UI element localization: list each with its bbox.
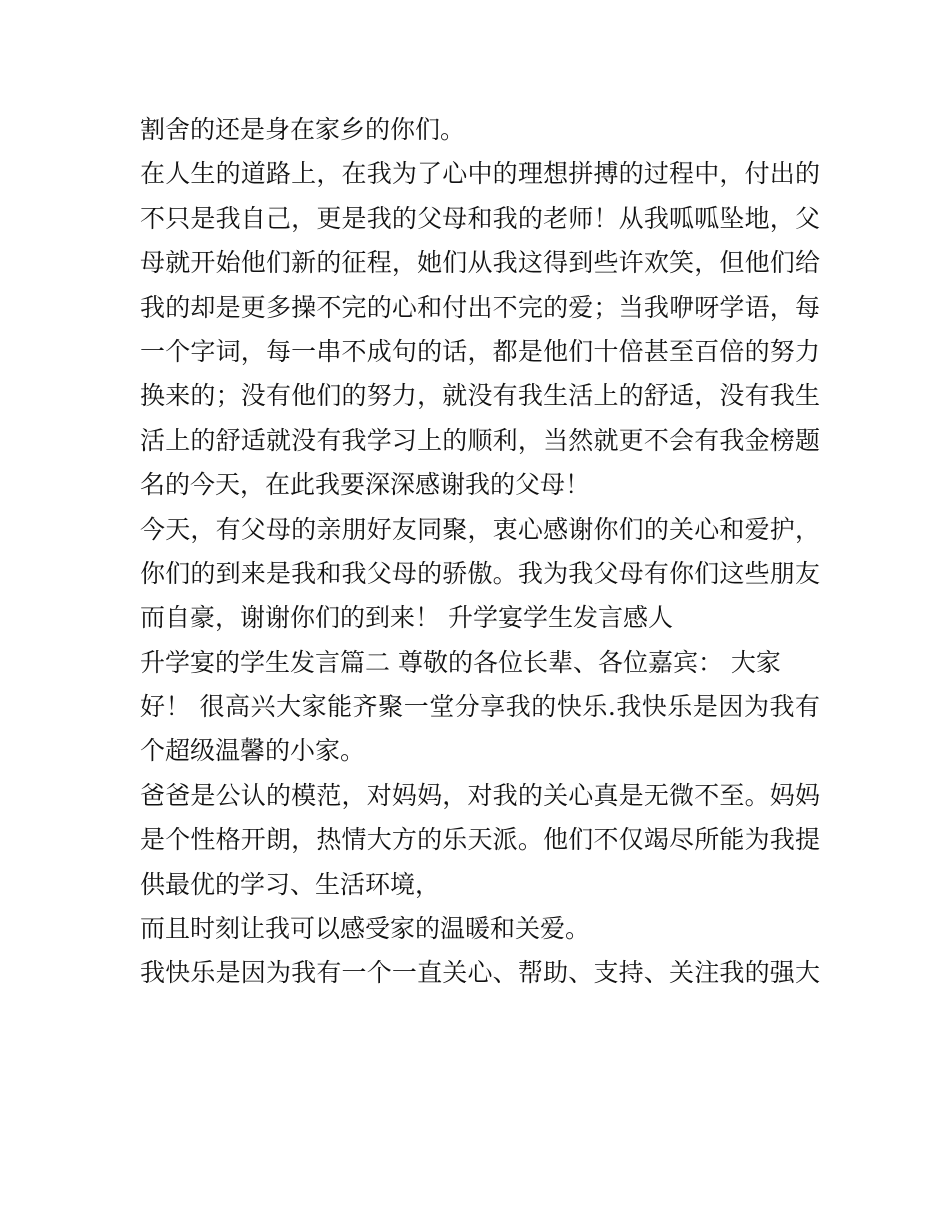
text-line: 一个字词，每一串不成句的话，都是他们十倍甚至百倍的努力 bbox=[140, 336, 820, 366]
text-line: 爸爸是公认的模范，对妈妈，对我的关心真是无微不至。妈妈 bbox=[140, 780, 820, 810]
text-line: 母就开始他们新的征程，她们从我这得到些许欢笑，但他们给 bbox=[140, 248, 820, 278]
text-line: 好！ 很高兴大家能齐聚一堂分享我的快乐.我快乐是因为我有 bbox=[140, 692, 820, 722]
text-line: 供最优的学习、生活环境， bbox=[140, 869, 441, 899]
text-line: 名的今天，在此我要深深感谢我的父母！ bbox=[140, 470, 591, 500]
text-line: 是个性格开朗，热情大方的乐天派。他们不仅竭尽所能为我提 bbox=[140, 825, 820, 855]
document-body bbox=[140, 108, 820, 996]
text-line: 而自豪，谢谢你们的到来！ 升学宴学生发言感人 bbox=[140, 603, 673, 633]
text-line: 今天，有父母的亲朋好友同聚，衷心感谢你们的关心和爱护， bbox=[140, 514, 820, 544]
text-line: 我快乐是因为我有一个一直关心、帮助、支持、关注我的强大 bbox=[140, 958, 820, 988]
text-line: 你们的到来是我和我父母的骄傲。我为我父母有你们这些朋友 bbox=[140, 558, 820, 588]
text-line: 而且时刻让我可以感受家的温暖和关爱。 bbox=[140, 914, 591, 944]
text-line: 不只是我自己，更是我的父母和我的老师！从我呱呱坠地，父 bbox=[140, 203, 820, 233]
text-line: 个超级温馨的小家。 bbox=[140, 736, 366, 766]
text-line: 在人生的道路上，在我为了心中的理想拼搏的过程中，付出的 bbox=[140, 159, 820, 189]
text-line: 我的却是更多操不完的心和付出不完的爱；当我咿呀学语，每 bbox=[140, 292, 820, 322]
text-line: 升学宴的学生发言篇二 尊敬的各位长辈、各位嘉宾： 大家 bbox=[140, 647, 781, 677]
text-line: 活上的舒适就没有我学习上的顺利，当然就更不会有我金榜题 bbox=[140, 425, 820, 455]
text-line: 换来的；没有他们的努力，就没有我生活上的舒适，没有我生 bbox=[140, 381, 820, 411]
text-line: 割舍的还是身在家乡的你们。 bbox=[140, 115, 466, 144]
